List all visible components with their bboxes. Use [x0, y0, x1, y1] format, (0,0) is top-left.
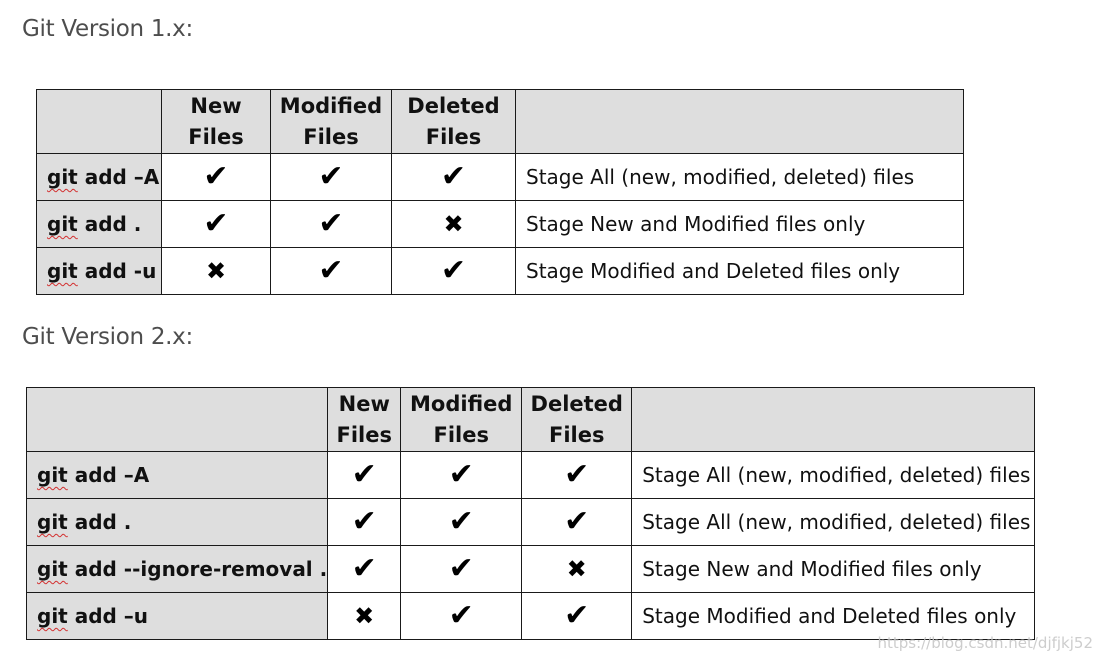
check-icon: ✔	[564, 504, 590, 539]
check-icon: ✔	[448, 551, 474, 586]
git-word: git	[47, 259, 78, 283]
command-cell	[37, 248, 162, 295]
description-cell: Stage All (new, modified, deleted) files	[632, 452, 1035, 499]
git-v2-table	[26, 387, 1035, 640]
check-icon: ✔	[351, 457, 377, 492]
git-v1-table	[36, 89, 964, 295]
cross-icon: ✖	[354, 601, 375, 630]
header-new-files: New Files	[328, 388, 401, 452]
git-word: git	[37, 463, 68, 487]
command-args: add .	[67, 510, 132, 534]
check-icon: ✔	[351, 504, 377, 539]
command-cell	[37, 201, 162, 248]
command-args: add –A	[77, 165, 160, 189]
table-row	[37, 248, 964, 295]
check-icon: ✔	[318, 206, 344, 241]
check-icon: ✔	[203, 159, 229, 194]
check-icon: ✔	[203, 206, 229, 241]
table-row	[27, 546, 1035, 593]
header-command	[27, 388, 328, 452]
description-cell: Stage Modified and Deleted files only	[516, 248, 964, 295]
cross-icon: ✖	[205, 256, 227, 285]
check-icon: ✔	[440, 159, 467, 194]
command-cell	[27, 499, 328, 546]
watermark: https://blog.csdn.net/djfjkj52	[877, 634, 1093, 652]
header-row	[37, 90, 964, 154]
description-cell: Stage All (new, modified, deleted) files	[632, 499, 1035, 546]
command-args: add -u	[77, 259, 157, 283]
git-word: git	[47, 165, 78, 189]
header-command	[37, 90, 162, 154]
description-cell: Stage Modified and Deleted files only	[632, 593, 1035, 640]
check-icon: ✔	[318, 253, 344, 288]
description-cell: Stage All (new, modified, deleted) files	[516, 154, 964, 201]
header-description	[516, 90, 964, 154]
check-icon: ✔	[440, 253, 467, 288]
check-icon: ✔	[448, 457, 474, 492]
check-icon: ✔	[564, 457, 590, 492]
description-cell: Stage New and Modified files only	[632, 546, 1035, 593]
version-1-heading: Git Version 1.x:	[22, 16, 193, 42]
header-modified-files: Modified Files	[401, 388, 522, 452]
version-2-heading: Git Version 2.x:	[22, 324, 193, 350]
table-row	[37, 154, 964, 201]
command-args: add --ignore-removal .	[67, 557, 328, 581]
git-word: git	[37, 510, 68, 534]
table-row	[27, 593, 1035, 640]
header-deleted-files: Deleted Files	[522, 388, 632, 452]
header-row	[27, 388, 1035, 452]
check-icon: ✔	[351, 551, 377, 586]
command-cell	[27, 546, 328, 593]
check-icon: ✔	[448, 598, 474, 633]
command-cell	[37, 154, 162, 201]
cross-icon: ✖	[443, 209, 464, 238]
check-icon: ✔	[564, 598, 590, 633]
table-row	[27, 499, 1035, 546]
header-description	[632, 388, 1035, 452]
command-args: add .	[77, 212, 142, 236]
check-icon: ✔	[318, 159, 344, 194]
git-word: git	[37, 604, 68, 628]
table-row	[37, 201, 964, 248]
git-word: git	[47, 212, 78, 236]
header-deleted-files: Deleted Files	[392, 90, 516, 154]
command-cell	[27, 593, 328, 640]
git-word: git	[37, 557, 68, 581]
header-new-files: New Files	[162, 90, 271, 154]
command-cell	[27, 452, 328, 499]
header-modified-files: Modified Files	[271, 90, 392, 154]
cross-icon: ✖	[566, 554, 587, 583]
check-icon: ✔	[448, 504, 474, 539]
description-cell: Stage New and Modified files only	[516, 201, 964, 248]
command-args: add –u	[67, 604, 149, 628]
table-row	[27, 452, 1035, 499]
command-args: add –A	[67, 463, 150, 487]
